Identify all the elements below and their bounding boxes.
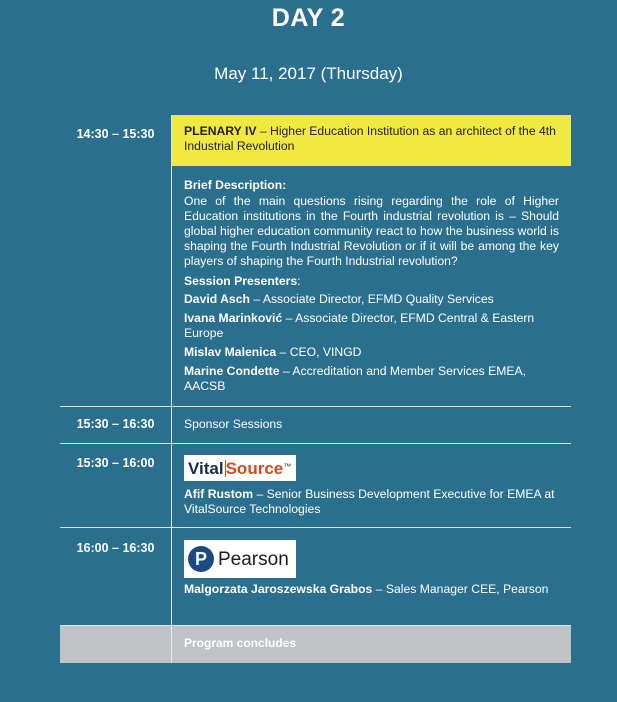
time-slot: 16:00 – 16:30 (60, 528, 172, 625)
plenary-details (172, 166, 571, 406)
time-slot: 15:30 – 16:00 (60, 444, 172, 527)
presenter-item (184, 292, 559, 307)
time-slot-empty (60, 626, 172, 663)
sponsor-sessions-label: Sponsor Sessions (184, 417, 283, 431)
presenter-item (184, 311, 559, 341)
presenter-name: Malgorzata Jaroszewska Grabos (184, 582, 373, 596)
day-title: DAY 2 (271, 4, 346, 32)
presenter-item (184, 364, 559, 394)
agenda-row-vitalsource (60, 444, 571, 528)
presenter-role: – Senior Business Development Executive for EMEA at VitalSource Technologies (184, 487, 555, 516)
pearson-cell (172, 528, 571, 625)
presenter-name: Mislav Malenica (184, 345, 277, 359)
presenter-name: Marine Condette (184, 364, 280, 378)
time-slot: 15:30 – 16:30 (60, 407, 172, 443)
pearson-logo: P Pearson (184, 540, 296, 578)
time-slot: 14:30 – 15:30 (60, 115, 172, 406)
presenter-role: – Accreditation and Member Services EMEA, AACSB (184, 364, 527, 393)
pearson-logo-mark: P (188, 546, 214, 572)
presenters-heading: Session Presenters: (184, 274, 301, 288)
agenda-row-pearson (60, 528, 571, 626)
plenary-label: PLENARY IV (184, 124, 257, 138)
presenter-role: – Associate Director, EFMD Central & Eastern Europe (184, 311, 535, 340)
sponsor-presenter (184, 487, 559, 517)
event-date: May 11, 2017 (Thursday) (214, 64, 403, 83)
plenary-highlight (172, 115, 571, 166)
presenter-role: – CEO, VINGD (276, 345, 362, 359)
program-concludes: Program concludes (172, 626, 571, 663)
agenda-row-sponsor-sessions (60, 407, 571, 444)
presenter-role: – Associate Director, EFMD Quality Services (249, 292, 494, 306)
agenda-row-plenary (60, 115, 571, 407)
presenter-item (184, 345, 559, 360)
plenary-title: – Higher Education Institution as an architect of the 4th Industrial Revolution (184, 124, 556, 153)
agenda-row-conclude (60, 626, 571, 663)
vitalsource-logo: Vital Source ™ (184, 455, 296, 481)
description-heading: Brief Description: (184, 178, 287, 192)
agenda-table (60, 115, 571, 663)
presenter-name: Afif Rustom (184, 487, 254, 501)
vitalsource-cell (172, 444, 571, 527)
presenter-name: Ivana Marinković (184, 311, 283, 325)
presenter-name: David Asch (184, 292, 250, 306)
description-text: One of the main questions rising regarding the role of Higher Education institutions in the Fourth industrial revolution is – Should global higher education community react to how the business world is shaping the Fourth Industrial Revolution or if it will be among the key players of shaping the Fourth Industrial revolution? (184, 194, 559, 268)
presenter-role: – Sales Manager CEE, Pearson (372, 582, 549, 596)
plenary-cell (172, 115, 571, 406)
sponsor-presenter (184, 582, 559, 597)
